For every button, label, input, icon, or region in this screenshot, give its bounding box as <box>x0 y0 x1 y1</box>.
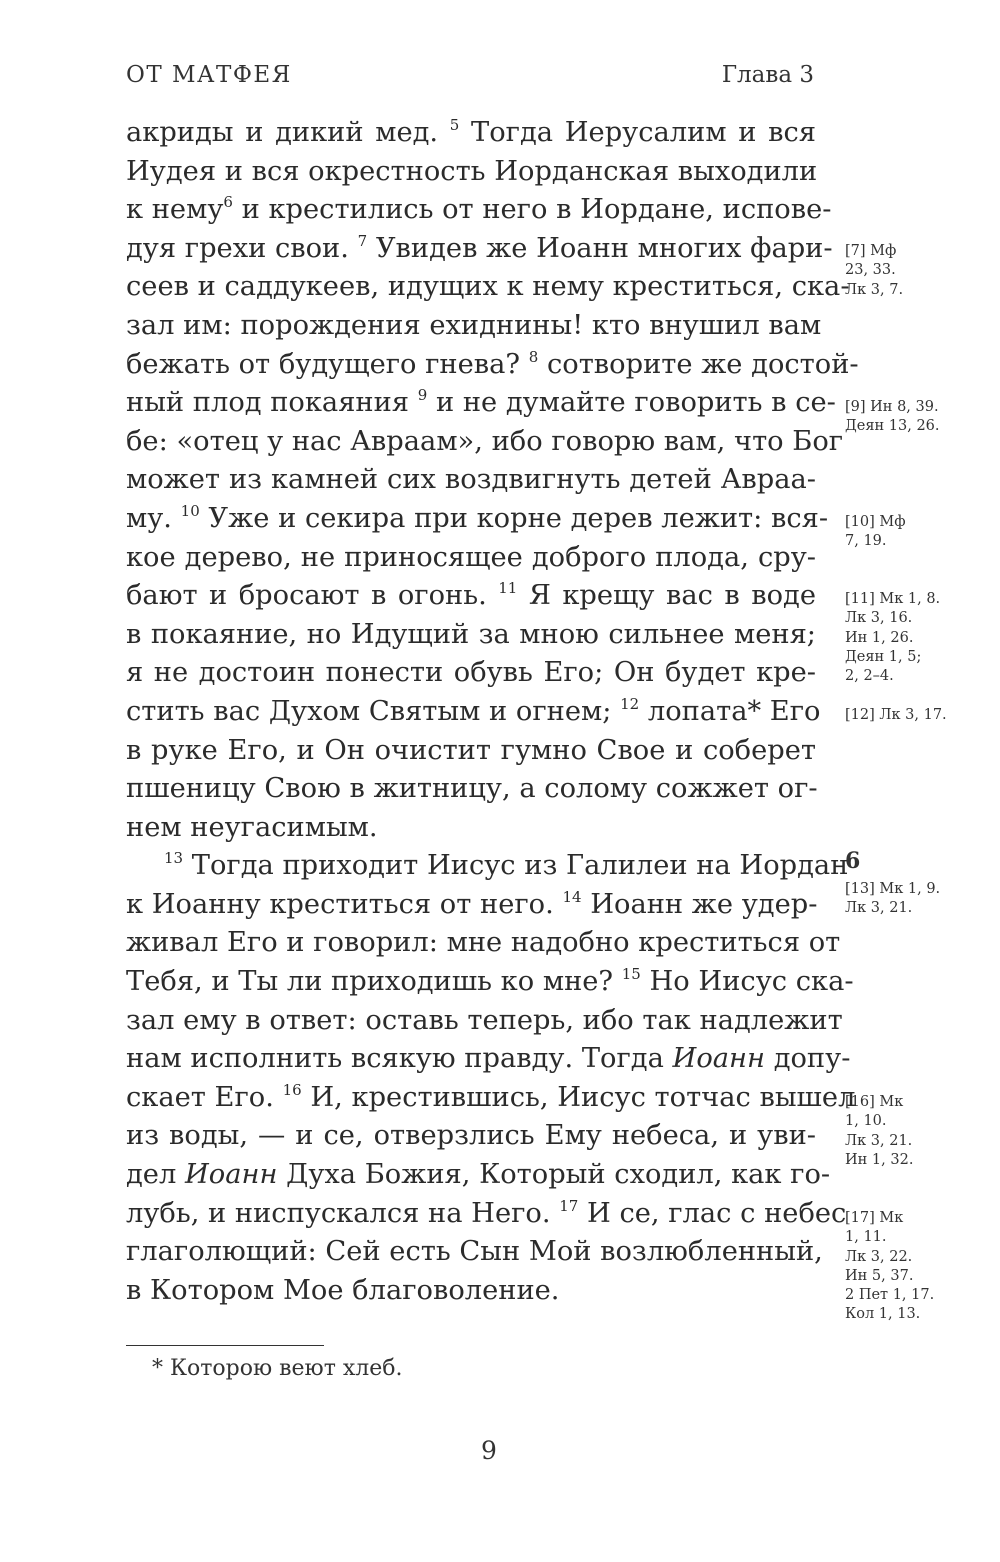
text-line: $^{13}$ Тогда приходит Иисус из Галилеи на Иордан <box>164 849 849 882</box>
page-number: 9 <box>481 1436 497 1465</box>
cross-reference-line: 1, 10. <box>845 1113 887 1130</box>
text-line: скает Его. $^{16}$ И, крестившись, Иисус тотчас вышел <box>126 1080 856 1113</box>
text-line: зал ему в ответ: оставь теперь, ибо так надлежит <box>126 1004 843 1036</box>
cross-reference-line: Кол 1, 13. <box>845 1306 921 1323</box>
cross-reference-line: 23, 33. <box>845 262 896 279</box>
book-title: ОТ МАТФЕЯ <box>126 62 292 88</box>
pericope-marker: 6 <box>845 848 861 874</box>
cross-reference-line: Ин 1, 26. <box>845 629 914 646</box>
text-line: нам исполнить всякую правду. Тогда Иоанн допу- <box>126 1043 851 1075</box>
cross-reference-note <box>845 590 940 686</box>
text-line: зал им: порождения ехиднины! кто внушил вам <box>126 309 822 341</box>
text-line: бежать от будущего гнева? $^8$ сотворите же достой- <box>126 347 859 380</box>
footnote: * Которою веют хлеб. <box>152 1356 403 1381</box>
verse-number: 17 <box>559 1196 579 1215</box>
scripture-text <box>126 114 859 1310</box>
text-line: дуя грехи свои. $^7$ Увидев же Иоанн многих фари- <box>126 231 833 264</box>
cross-reference-line: [12] Лк 3, 17. <box>845 707 947 723</box>
verse-number: 13 <box>164 849 184 868</box>
text-line: может из камней сих воздвигнуть детей Авраа- <box>126 464 816 496</box>
verse-number: 8 <box>528 347 539 366</box>
cross-reference-line: 2 Пет 1, 17. <box>845 1287 935 1304</box>
cross-reference-line: [11] Мк 1, 8. <box>845 591 941 607</box>
text-line: к Иоанну креститься от него. $^{14}$ Иоанн же удер- <box>126 887 818 920</box>
cross-reference-line: Лк 3, 22. <box>845 1248 913 1265</box>
cross-reference-note <box>845 398 940 437</box>
text-line: стить вас Духом Святым и огнем; $^{12}$ лопата* Его <box>126 694 821 727</box>
verse-number: 10 <box>180 501 200 520</box>
cross-reference-line: 2, 2–4. <box>845 668 894 685</box>
cross-reference-note <box>845 706 947 725</box>
cross-reference-line: Лк 3, 7. <box>845 281 904 298</box>
text-line: кое дерево, не приносящее доброго плода, сру- <box>126 541 816 573</box>
text-line: сеев и саддукеев, идущих к нему креститься, ска- <box>126 271 850 303</box>
cross-reference-note <box>845 1209 934 1325</box>
cross-reference-line: [16] Мк <box>845 1094 904 1110</box>
verse-number: 11 <box>498 579 518 598</box>
cross-reference-line: Лк 3, 21. <box>845 1132 913 1149</box>
text-line: Иудея и вся окрестность Иорданская выходили <box>126 155 818 187</box>
cross-reference-line: Лк 3, 16. <box>845 610 913 627</box>
verse-number: 7 <box>357 231 368 250</box>
text-line: бе: «отец у нас Авраам», ибо говорю вам, что Бог <box>126 425 844 457</box>
text-line: дел Иоанн Духа Божия, Который сходил, как го- <box>126 1159 831 1191</box>
text-line: к нему$^6$ и крестились от него в Иордане, испове- <box>126 193 832 226</box>
text-line: лубь, и ниспускался на Него. $^{17}$ И се, глас с небес <box>126 1196 847 1229</box>
text-line: в руке Его, и Он очистит гумно Свое и соберет <box>126 734 816 766</box>
cross-reference-note <box>845 242 903 300</box>
verse-number: 15 <box>621 965 641 984</box>
text-line: я не достоин понести обувь Его; Он будет кре- <box>126 657 816 689</box>
text-line: му. $^{10}$ Уже и секира при корне дерев лежит: вся- <box>126 501 829 534</box>
verse-number: 9 <box>417 386 428 405</box>
cross-reference-note <box>845 513 906 552</box>
text-line: нем неугасимым. <box>126 811 378 843</box>
cross-reference-line: Ин 1, 32. <box>845 1151 914 1168</box>
italic-word: Иоанн <box>184 1159 278 1191</box>
cross-reference-line: 7, 19. <box>845 533 887 550</box>
verse-number: 5 <box>449 116 460 134</box>
text-line: пшеницу Свою в житницу, а солому сожжет ог- <box>126 773 818 805</box>
cross-reference-line: [10] Мф <box>845 514 906 530</box>
running-head <box>126 62 814 94</box>
italic-word: Иоанн <box>672 1043 766 1075</box>
cross-reference-line: Деян 13, 26. <box>845 418 940 435</box>
cross-reference-line: [7] Мф <box>845 243 897 259</box>
footnote-rule <box>126 1345 324 1346</box>
verse-number: 14 <box>562 887 582 906</box>
text-line: Тебя, и Ты ли приходишь ко мне? $^{15}$ Но Иисус ска- <box>126 965 854 998</box>
cross-reference-line: 1, 11. <box>845 1229 887 1246</box>
cross-reference-line: Ин 5, 37. <box>845 1267 914 1284</box>
text-line: ный плод покаяния $^9$ и не думайте говорить в се- <box>126 386 836 419</box>
cross-reference-line: [13] Мк 1, 9. <box>845 881 941 897</box>
text-line: акриды и дикий мед. $^5$ Тогда Иерусалим и вся <box>126 116 816 148</box>
text-line: в Котором Мое благоволение. <box>126 1274 560 1306</box>
chapter-label: Глава 3 <box>721 62 814 88</box>
verse-number: 16 <box>282 1080 302 1099</box>
text-line: бают и бросают в огонь. $^{11}$ Я крещу вас в воде <box>126 579 816 612</box>
cross-reference-note <box>845 880 940 919</box>
cross-reference-note <box>845 1093 913 1170</box>
verse-number: 6 <box>223 193 233 212</box>
cross-reference-line: Деян 1, 5; <box>845 648 922 665</box>
text-line: в покаяние, но Идущий за мною сильнее меня; <box>126 618 816 650</box>
cross-reference-line: Лк 3, 21. <box>845 900 913 917</box>
cross-reference-line: [9] Ин 8, 39. <box>845 399 939 415</box>
text-line: глаголющий: Сей есть Сын Мой возлюбленный, <box>126 1236 823 1268</box>
cross-reference-line: [17] Мк <box>845 1210 904 1226</box>
verse-number: 12 <box>620 694 640 713</box>
text-line: живал Его и говорил: мне надобно креститься от <box>126 927 841 959</box>
text-line: из воды, — и се, отверзлись Ему небеса, и уви- <box>126 1120 816 1152</box>
